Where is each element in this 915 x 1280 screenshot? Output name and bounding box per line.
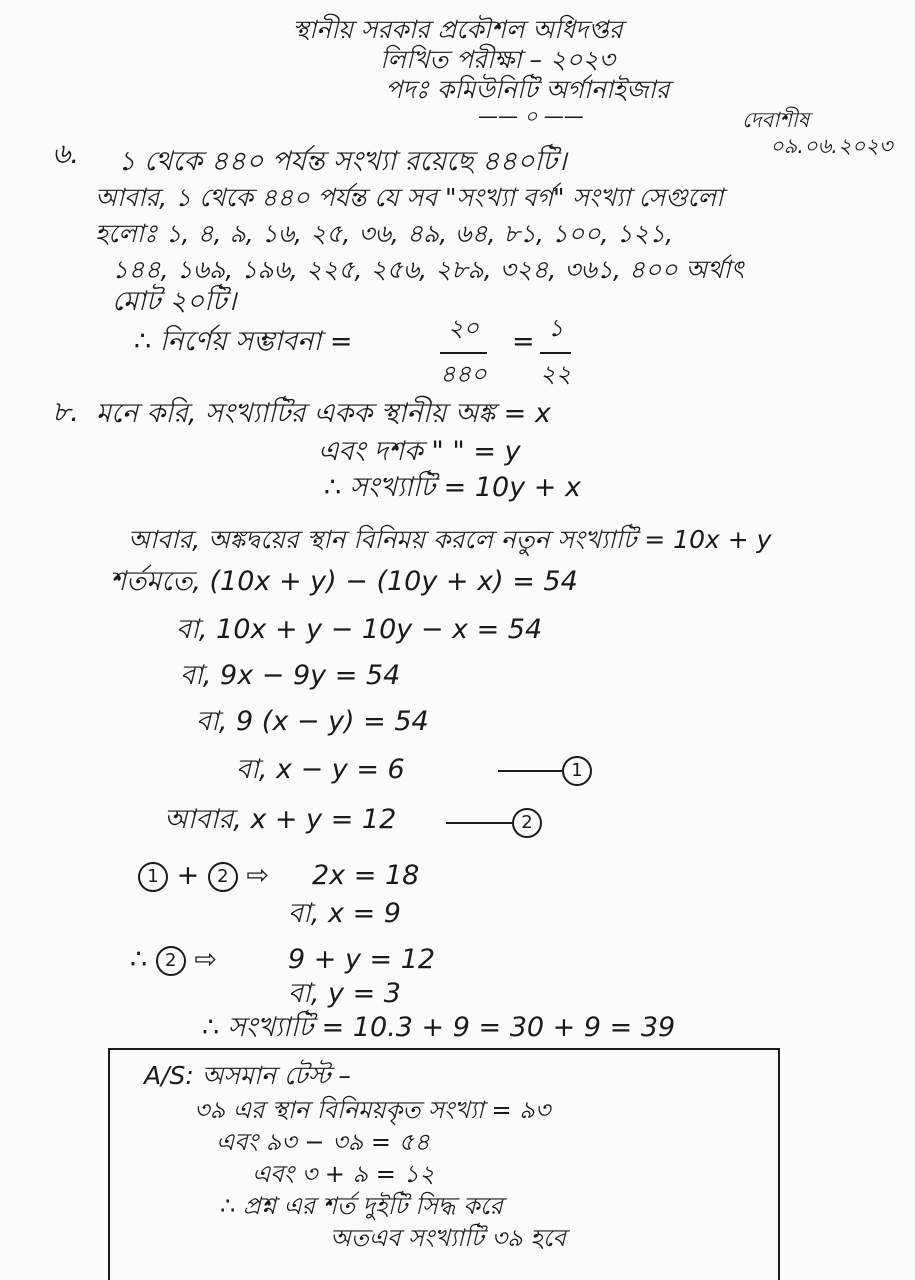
q8-line-5: শর্তমতে, (10x + y) − (10y + x) = 54	[110, 566, 578, 597]
q6-equals: =	[512, 326, 535, 357]
header-line-3: পদঃ কমিউনিটি অর্গানাইজার	[385, 75, 670, 104]
q8-line-11: 2x = 18	[312, 860, 420, 891]
q8-line-14: বা, y = 3	[288, 978, 401, 1009]
q8-line-10-mark-wrap	[512, 806, 542, 838]
equation-2-marker: 2	[512, 808, 542, 838]
q6-fraction-1	[440, 310, 487, 396]
q8-line-6: বা, 10x + y − 10y − x = 54	[176, 614, 543, 645]
q8-line-3: ∴ সংখ্যাটি = 10y + x	[324, 472, 581, 503]
q8-line-10-rule	[446, 822, 512, 824]
header-line-2: লিখিত পরীক্ষা – ২০২৩	[380, 45, 615, 74]
equation-1-ref-marker: 1	[138, 862, 168, 892]
question-number-6: ৬.	[52, 137, 80, 170]
q8-line-10: আবার, x + y = 12	[164, 804, 397, 835]
equation-2-ref-marker: 2	[208, 862, 238, 892]
q8-line-9-rule	[498, 770, 562, 772]
author-name: দেবাশীষ	[742, 108, 810, 132]
q8-line-11-lead	[138, 860, 269, 892]
header-divider: —— ০ ——	[478, 104, 584, 128]
q6-line-2: আবার, ১ থেকে ৪৪০ পর্যন্ত যে সব "সংখ্যা বর্গ" সংখ্যা সেগুলো	[95, 183, 724, 212]
check-line-2: এবং ৯৩ − ৩৯ = ৫৪	[216, 1128, 430, 1156]
header-line-1: স্থানীয় সরকার প্রকৌশল অধিদপ্তর	[292, 15, 623, 44]
implies-arrow: ⇨	[246, 860, 270, 891]
check-title: A/S: অসমান টেস্ট –	[144, 1061, 351, 1090]
q6-fraction-1-numerator: ২০	[440, 310, 487, 354]
q8-line-2: এবং দশক " " = y	[318, 436, 521, 467]
q8-line-12: বা, x = 9	[288, 898, 401, 929]
q6-line-5: মোট ২০টি।	[112, 286, 237, 317]
q8-line-1: মনে করি, সংখ্যাটির একক স্থানীয় অঙ্ক = x	[96, 398, 551, 429]
q8-line-8: বা, 9 (x − y) = 54	[196, 706, 429, 737]
q8-line-15: ∴ সংখ্যাটি = 10.3 + 9 = 30 + 9 = 39	[202, 1012, 676, 1043]
date: ০৯.০৬.২০২৩	[770, 134, 893, 158]
q6-fraction-2	[540, 310, 571, 396]
q6-fraction-2-denominator: ২২	[540, 360, 572, 388]
equation-2-sub-marker: 2	[156, 946, 186, 976]
implies-arrow-2: ⇨	[194, 944, 217, 975]
q8-line-9-mark-wrap	[562, 754, 592, 786]
plus-sign: +	[176, 860, 200, 891]
q8-line-7: বা, 9x − 9y = 54	[180, 660, 401, 691]
therefore-sign: ∴	[130, 944, 148, 975]
equation-1-marker: 1	[562, 756, 592, 786]
q6-line-4: ১৪৪, ১৬৯, ১৯৬, ২২৫, ২৫৬, ২৮৯, ৩২৪, ৩৬১, ৪০০ অর্থাৎ	[112, 255, 744, 284]
question-number-8: ৮.	[52, 395, 80, 428]
q6-fraction-1-denominator: ৪৪০	[440, 360, 487, 388]
q8-line-13-lead	[130, 944, 217, 976]
check-line-1: ৩৯ এর স্থান বিনিময়কৃত সংখ্যা = ৯৩	[194, 1096, 551, 1124]
check-line-3: এবং ৩ + ৯ = ১২	[252, 1160, 435, 1188]
q6-result-lead: ∴ নির্ণেয় সম্ভাবনা =	[134, 326, 353, 357]
q6-line-3: হলোঃ ১, ৪, ৯, ১৬, ২৫, ৩৬, ৪৯, ৬৪, ৮১, ১০০, ১২১,	[95, 219, 674, 248]
q8-line-9: বা, x − y = 6	[236, 754, 405, 785]
check-line-4: ∴ প্রশ্ন এর শর্ত দুইটি সিদ্ধ করে	[220, 1192, 503, 1220]
q8-line-13: 9 + y = 12	[288, 944, 436, 975]
q8-line-4: আবার, অঙ্কদ্বয়ের স্থান বিনিময় করলে নতুন সংখ্যাটি = 10x + y	[128, 525, 772, 554]
q6-fraction-2-numerator: ১	[540, 310, 571, 354]
check-line-5: অতএব সংখ্যাটি ৩৯ হবে	[330, 1224, 566, 1252]
q6-line-1: ১ থেকে ৪৪০ পর্যন্ত সংখ্যা রয়েছে ৪৪০টি।	[118, 146, 567, 177]
